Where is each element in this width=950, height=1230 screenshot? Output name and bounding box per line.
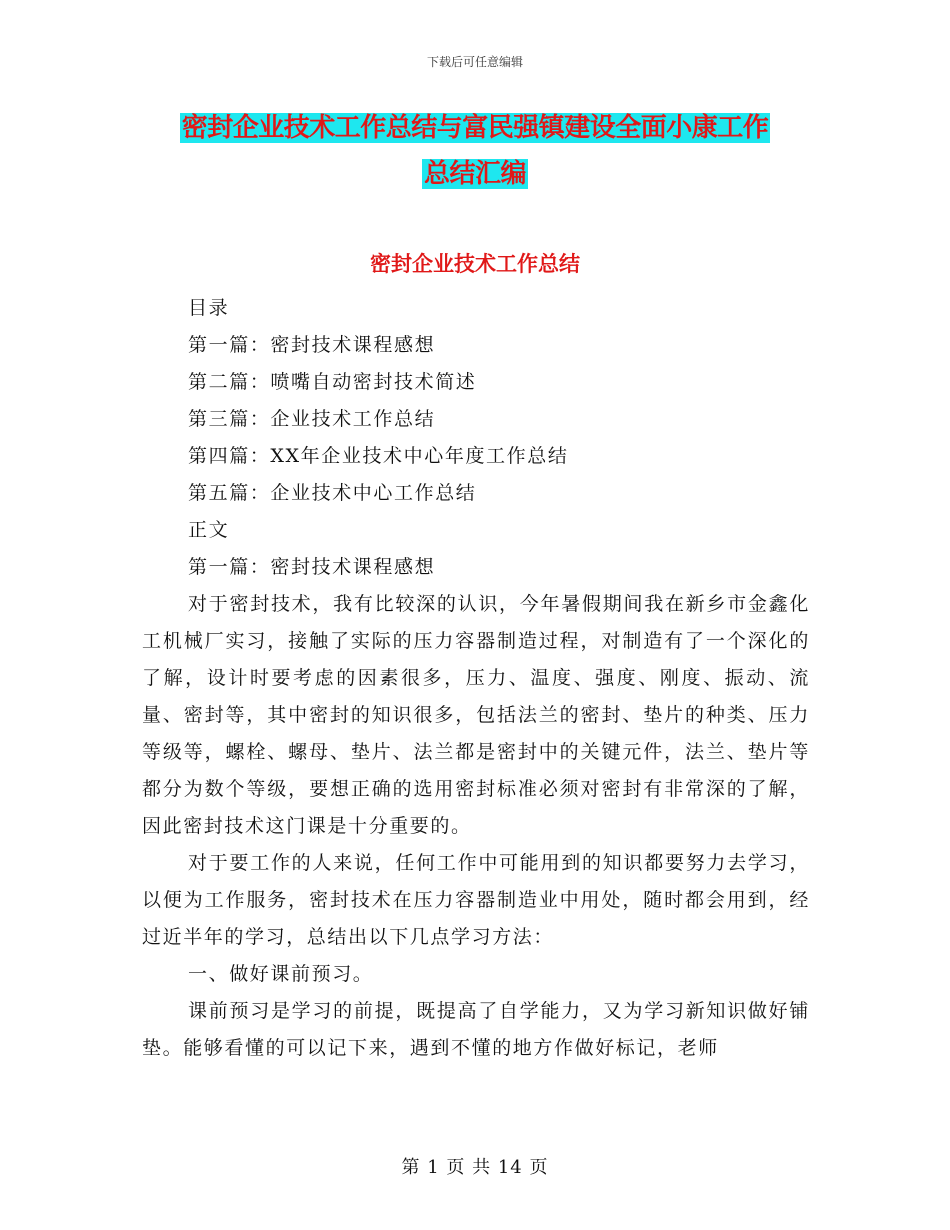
page-footer: 第 1 页 共 14 页 xyxy=(401,1157,549,1178)
toc-item: 第一篇：密封技术课程感想 xyxy=(188,334,436,356)
document-title-line-2 xyxy=(0,154,950,194)
document-body xyxy=(142,290,810,1067)
toc-item: 第五篇：企业技术中心工作总结 xyxy=(188,482,477,504)
section-title: 密封企业技术工作总结 xyxy=(370,252,580,276)
header-note: 下载后可任意编辑 xyxy=(426,55,523,69)
document-title-line-1 xyxy=(0,108,950,148)
toc-item: 第二篇：喷嘴自动密封技术简述 xyxy=(188,371,477,393)
title-highlight-1: 密封企业技术工作总结与富民强镇建设全面小康工作 xyxy=(181,113,769,143)
toc-item: 第四篇：XX年企业技术中心年度工作总结 xyxy=(188,445,569,467)
paragraph: 对于要工作的人来说，任何工作中可能用到的知识都要努力去学习，以便为工作服务，密封技术在压力容器制造业中用处，随时都会用到，经过近半年的学习，总结出以下几点学习方法： xyxy=(142,852,810,948)
body-heading: 正文 xyxy=(188,519,230,541)
paragraph: 对于密封技术，我有比较深的认识，今年暑假期间我在新乡市金鑫化工机械厂实习，接触了实际的压力容器制造过程，对制造有了一个深化的了解，设计时要考虑的因素很多，压力、温度、强度、刚度、振动、流量、密封等，其中密封的知识很多，包括法兰的密封、垫片的种类、压力等级等，螺栓、螺母、垫片、法兰都是密封中的关键元件，法兰、垫片等都分为数个等级，要想正确的选用密封标准必须对密封有非常深的了解，因此密封技术这门课是十分重要的。 xyxy=(142,593,810,837)
chapter-heading: 第一篇：密封技术课程感想 xyxy=(188,556,436,578)
toc-item: 第三篇：企业技术工作总结 xyxy=(188,408,436,430)
paragraph: 课前预习是学习的前提，既提高了自学能力，又为学习新知识做好铺垫。能够看懂的可以记下来，遇到不懂的地方作做好标记，老师 xyxy=(142,1000,810,1059)
title-highlight-2: 总结汇编 xyxy=(423,159,526,189)
paragraph: 一、做好课前预习。 xyxy=(188,963,374,985)
toc-heading: 目录 xyxy=(188,297,230,319)
